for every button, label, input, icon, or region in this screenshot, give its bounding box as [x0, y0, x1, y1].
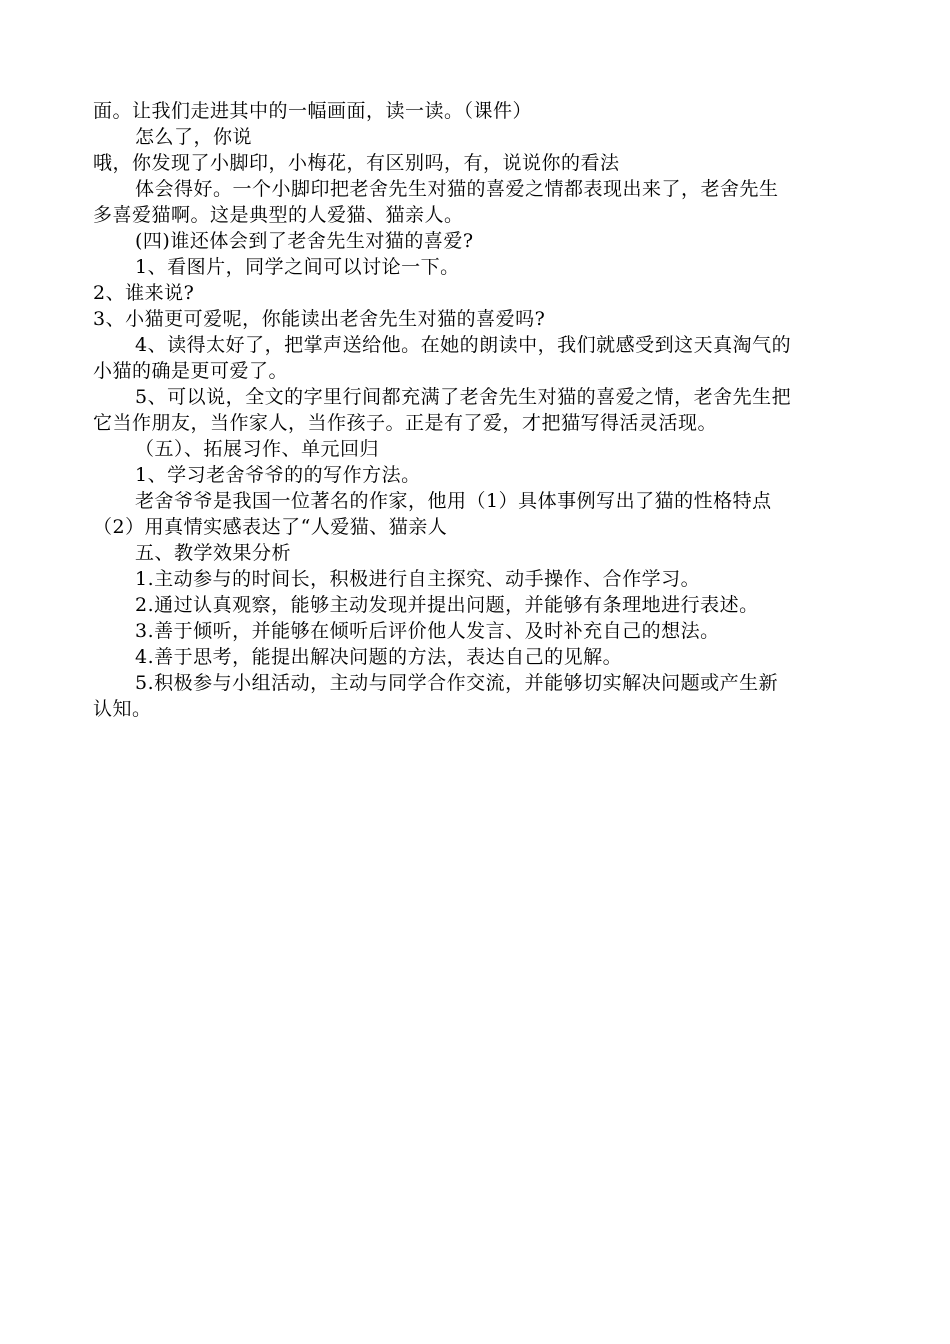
text-line: 2、谁来说? [93, 282, 195, 304]
text-line: 老舍爷爷是我国一位著名的作家，他用（1）具体事例写出了猫的性格特点 [135, 490, 772, 512]
section-heading: (四)谁还体会到了老舍先生对猫的喜爱? [135, 230, 474, 252]
list-item: 3.善于倾听，并能够在倾听后评价他人发言、及时补充自己的想法。 [135, 620, 720, 642]
text-line: 5、可以说，全文的字里行间都充满了老舍先生对猫的喜爱之情，老舍先生把 [135, 386, 792, 408]
text-line: 1、学习老舍爷爷的的写作方法。 [135, 464, 421, 486]
text-line: 1、看图片，同学之间可以讨论一下。 [135, 256, 460, 278]
text-line: 怎么了，你说 [135, 126, 253, 148]
text-line: 哦，你发现了小脚印，小梅花，有区别吗，有，说说你的看法 [93, 152, 620, 174]
text-line: 小猫的确是更可爱了。 [93, 360, 289, 382]
list-item: 1.主动参与的时间长，积极进行自主探究、动手操作、合作学习。 [135, 568, 701, 590]
text-line: （2）用真情实感表达了“人爱猫、猫亲人 [93, 516, 448, 538]
section-heading: （五）、拓展习作、单元回归 [135, 438, 380, 460]
text-line: 认知。 [93, 698, 152, 720]
list-item: 2.通过认真观察，能够主动发现并提出问题，并能够有条理地进行表述。 [135, 594, 759, 616]
text-line: 3、小猫更可爱呢，你能读出老舍先生对猫的喜爱吗? [93, 308, 546, 330]
text-line: 面。让我们走进其中的一幅画面，读一读。（课件） [93, 100, 533, 122]
section-heading: 五、教学效果分析 [135, 542, 292, 564]
list-item: 4.善于思考，能提出解决问题的方法，表达自己的见解。 [135, 646, 623, 668]
document-page [93, 98, 863, 722]
text-line: 4、读得太好了，把掌声送给他。在她的朗读中，我们就感受到这天真淘气的 [135, 334, 792, 356]
text-line: 它当作朋友，当作家人，当作孩子。正是有了爱，才把猫写得活灵活现。 [93, 412, 718, 434]
text-line: 体会得好。一个小脚印把老舍先生对猫的喜爱之情都表现出来了，老舍先生 [135, 178, 779, 200]
list-item: 5.积极参与小组活动，主动与同学合作交流，并能够切实解决问题或产生新 [135, 672, 779, 694]
text-line: 多喜爱猫啊。这是典型的人爱猫、猫亲人。 [93, 204, 464, 226]
